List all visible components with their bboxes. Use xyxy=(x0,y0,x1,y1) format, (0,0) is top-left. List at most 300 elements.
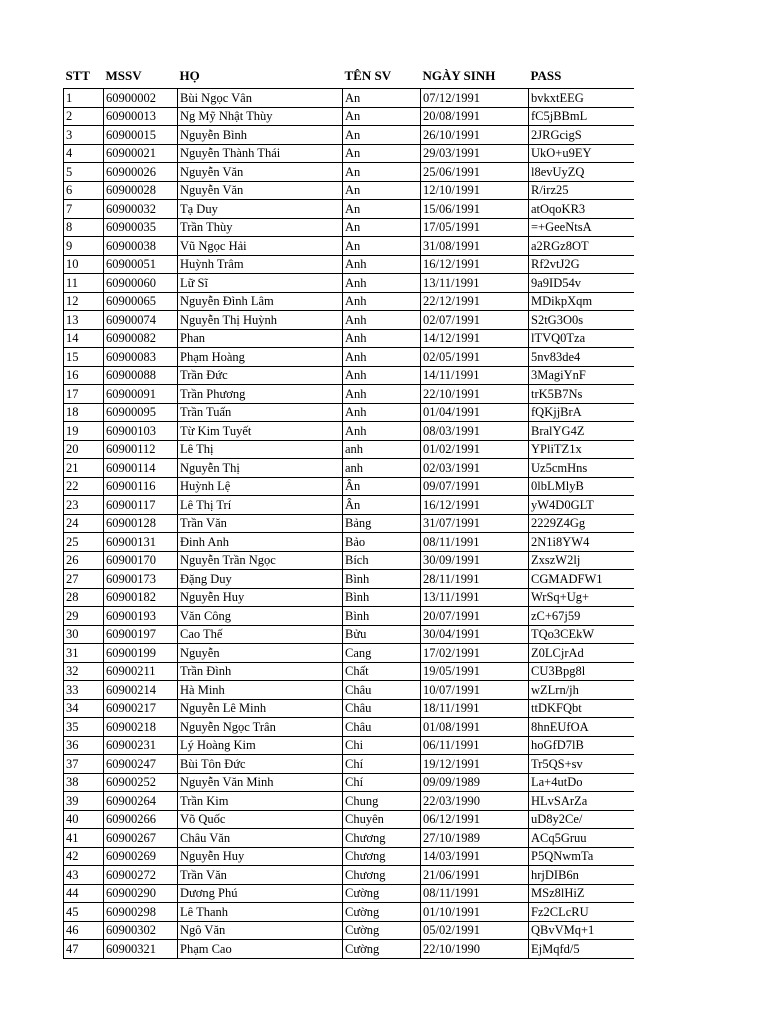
cell-stt: 34 xyxy=(64,699,104,718)
cell-stt: 19 xyxy=(64,422,104,441)
cell-ngay-sinh: 02/03/1991 xyxy=(421,459,529,478)
cell-stt: 27 xyxy=(64,570,104,589)
cell-stt: 37 xyxy=(64,755,104,774)
cell-ho: Huỳnh Lệ xyxy=(178,477,343,496)
cell-pass: zC+67j59 xyxy=(529,607,634,626)
cell-mssv: 60900193 xyxy=(104,607,178,626)
cell-ho: Nguyễn Ngọc Trân xyxy=(178,718,343,737)
cell-ngay-sinh: 30/04/1991 xyxy=(421,625,529,644)
cell-mssv: 60900264 xyxy=(104,792,178,811)
table-row xyxy=(64,403,634,422)
cell-ngay-sinh: 20/07/1991 xyxy=(421,607,529,626)
table-row xyxy=(64,348,634,367)
cell-pass: 5nv83de4 xyxy=(529,348,634,367)
cell-ten-sv: Anh xyxy=(343,292,421,311)
cell-ho: Võ Quốc xyxy=(178,810,343,829)
cell-pass: 2N1i8YW4 xyxy=(529,533,634,552)
cell-mssv: 60900211 xyxy=(104,662,178,681)
cell-ngay-sinh: 02/07/1991 xyxy=(421,311,529,330)
cell-pass: TQo3CEkW xyxy=(529,625,634,644)
table-row xyxy=(64,89,634,108)
cell-stt: 5 xyxy=(64,163,104,182)
cell-mssv: 60900117 xyxy=(104,496,178,515)
cell-stt: 32 xyxy=(64,662,104,681)
header-ngay-sinh: NGÀY SINH xyxy=(422,68,496,83)
table-row xyxy=(64,570,634,589)
cell-ten-sv: Anh xyxy=(343,385,421,404)
table-row xyxy=(64,514,634,533)
cell-stt: 12 xyxy=(64,292,104,311)
cell-pass: HLvSArZa xyxy=(529,792,634,811)
cell-mssv: 60900267 xyxy=(104,829,178,848)
cell-ho: Ng Mỹ Nhật Thùy xyxy=(178,107,343,126)
cell-pass: lTVQ0Tza xyxy=(529,329,634,348)
cell-ho: Nguyễn Văn xyxy=(178,163,343,182)
cell-stt: 13 xyxy=(64,311,104,330)
cell-ten-sv: Cường xyxy=(343,884,421,903)
cell-mssv: 60900038 xyxy=(104,237,178,256)
cell-ho: Lý Hoàng Kim xyxy=(178,736,343,755)
cell-stt: 22 xyxy=(64,477,104,496)
cell-ho: Đặng Duy xyxy=(178,570,343,589)
cell-pass: QBvVMq+1 xyxy=(529,921,634,940)
table-row xyxy=(64,144,634,163)
cell-stt: 14 xyxy=(64,329,104,348)
cell-mssv: 60900051 xyxy=(104,255,178,274)
cell-ngay-sinh: 02/05/1991 xyxy=(421,348,529,367)
cell-mssv: 60900013 xyxy=(104,107,178,126)
cell-mssv: 60900247 xyxy=(104,755,178,774)
cell-mssv: 60900035 xyxy=(104,218,178,237)
cell-ho: Nguyễn Đình Lâm xyxy=(178,292,343,311)
cell-stt: 39 xyxy=(64,792,104,811)
cell-ten-sv: Bình xyxy=(343,607,421,626)
cell-stt: 38 xyxy=(64,773,104,792)
table-row xyxy=(64,866,634,885)
table-row xyxy=(64,755,634,774)
header-mssv: MSSV xyxy=(105,68,142,83)
cell-mssv: 60900197 xyxy=(104,625,178,644)
cell-pass: CU3Bpg8l xyxy=(529,662,634,681)
table-row xyxy=(64,551,634,570)
table-row xyxy=(64,810,634,829)
cell-ngay-sinh: 20/08/1991 xyxy=(421,107,529,126)
cell-ho: Nguyễn Văn Minh xyxy=(178,773,343,792)
cell-pass: 9a9ID54v xyxy=(529,274,634,293)
cell-ten-sv: Châu xyxy=(343,681,421,700)
cell-mssv: 60900116 xyxy=(104,477,178,496)
cell-stt: 46 xyxy=(64,921,104,940)
cell-pass: BralYG4Z xyxy=(529,422,634,441)
table-row xyxy=(64,163,634,182)
cell-mssv: 60900015 xyxy=(104,126,178,145)
cell-stt: 25 xyxy=(64,533,104,552)
cell-ho: Nguyễn Huy xyxy=(178,588,343,607)
cell-ten-sv: Chất xyxy=(343,662,421,681)
cell-ten-sv: Bửu xyxy=(343,625,421,644)
table-row xyxy=(64,607,634,626)
cell-ngay-sinh: 09/09/1989 xyxy=(421,773,529,792)
table-row xyxy=(64,422,634,441)
cell-ten-sv: Bích xyxy=(343,551,421,570)
table-row xyxy=(64,829,634,848)
table-row xyxy=(64,459,634,478)
cell-ho: Trần Phương xyxy=(178,385,343,404)
cell-ten-sv: Chí xyxy=(343,755,421,774)
cell-pass: wZLrn/jh xyxy=(529,681,634,700)
cell-ho: Văn Công xyxy=(178,607,343,626)
cell-ngay-sinh: 08/11/1991 xyxy=(421,884,529,903)
cell-stt: 41 xyxy=(64,829,104,848)
cell-pass: S2tG3O0s xyxy=(529,311,634,330)
cell-mssv: 60900032 xyxy=(104,200,178,219)
table-row xyxy=(64,699,634,718)
cell-ten-sv: Bảng xyxy=(343,514,421,533)
cell-mssv: 60900074 xyxy=(104,311,178,330)
cell-ho: Nguyễn Thị Huỳnh xyxy=(178,311,343,330)
table-row xyxy=(64,181,634,200)
cell-ngay-sinh: 31/07/1991 xyxy=(421,514,529,533)
cell-mssv: 60900082 xyxy=(104,329,178,348)
cell-ten-sv: An xyxy=(343,89,421,108)
cell-stt: 21 xyxy=(64,459,104,478)
cell-ngay-sinh: 07/12/1991 xyxy=(421,89,529,108)
cell-pass: Uz5cmHns xyxy=(529,459,634,478)
cell-ngay-sinh: 22/10/1990 xyxy=(421,940,529,959)
cell-ngay-sinh: 15/06/1991 xyxy=(421,200,529,219)
cell-stt: 33 xyxy=(64,681,104,700)
cell-ho: Nguyễn Huy xyxy=(178,847,343,866)
cell-mssv: 60900321 xyxy=(104,940,178,959)
cell-pass: MDikpXqm xyxy=(529,292,634,311)
cell-mssv: 60900028 xyxy=(104,181,178,200)
cell-mssv: 60900103 xyxy=(104,422,178,441)
cell-pass: hrjDIB6n xyxy=(529,866,634,885)
cell-pass: trK5B7Ns xyxy=(529,385,634,404)
cell-ngay-sinh: 10/07/1991 xyxy=(421,681,529,700)
cell-pass: 3MagiYnF xyxy=(529,366,634,385)
cell-ten-sv: An xyxy=(343,200,421,219)
cell-ngay-sinh: 01/04/1991 xyxy=(421,403,529,422)
header-pass: PASS xyxy=(530,68,562,83)
cell-mssv: 60900112 xyxy=(104,440,178,459)
cell-mssv: 60900170 xyxy=(104,551,178,570)
header-ten-sv: TÊN SV xyxy=(344,68,392,83)
cell-pass: l8evUyZQ xyxy=(529,163,634,182)
table-row xyxy=(64,681,634,700)
cell-mssv: 60900217 xyxy=(104,699,178,718)
cell-stt: 28 xyxy=(64,588,104,607)
cell-mssv: 60900173 xyxy=(104,570,178,589)
cell-ten-sv: Anh xyxy=(343,348,421,367)
cell-ten-sv: Cường xyxy=(343,903,421,922)
cell-ngay-sinh: 05/02/1991 xyxy=(421,921,529,940)
cell-ho: Trần Đình xyxy=(178,662,343,681)
cell-stt: 11 xyxy=(64,274,104,293)
cell-ten-sv: Ân xyxy=(343,496,421,515)
cell-stt: 17 xyxy=(64,385,104,404)
table-row xyxy=(64,385,634,404)
table-row xyxy=(64,292,634,311)
student-table xyxy=(63,64,634,959)
cell-ten-sv: Chương xyxy=(343,847,421,866)
cell-ho: Trần Đức xyxy=(178,366,343,385)
cell-pass: 2JRGcigS xyxy=(529,126,634,145)
table-row xyxy=(64,477,634,496)
table-row xyxy=(64,533,634,552)
cell-ngay-sinh: 22/03/1990 xyxy=(421,792,529,811)
cell-ngay-sinh: 09/07/1991 xyxy=(421,477,529,496)
cell-mssv: 60900231 xyxy=(104,736,178,755)
cell-ho: Nguyễn Bình xyxy=(178,126,343,145)
cell-ngay-sinh: 28/11/1991 xyxy=(421,570,529,589)
cell-ten-sv: Châu xyxy=(343,699,421,718)
cell-ho: Nguyễn Thành Thái xyxy=(178,144,343,163)
cell-ten-sv: anh xyxy=(343,440,421,459)
header-stt: STT xyxy=(65,68,91,83)
cell-ngay-sinh: 14/11/1991 xyxy=(421,366,529,385)
header-ho: HỌ xyxy=(179,68,200,83)
cell-ten-sv: Anh xyxy=(343,311,421,330)
cell-ngay-sinh: 31/08/1991 xyxy=(421,237,529,256)
cell-mssv: 60900290 xyxy=(104,884,178,903)
table-row xyxy=(64,255,634,274)
table-row xyxy=(64,274,634,293)
cell-mssv: 60900114 xyxy=(104,459,178,478)
cell-ho: Nguyễn xyxy=(178,644,343,663)
cell-ngay-sinh: 14/12/1991 xyxy=(421,329,529,348)
cell-ho: Phạm Cao xyxy=(178,940,343,959)
cell-ten-sv: Cường xyxy=(343,940,421,959)
table-row xyxy=(64,107,634,126)
table-row xyxy=(64,903,634,922)
table-row xyxy=(64,366,634,385)
cell-stt: 26 xyxy=(64,551,104,570)
cell-pass: hoGfD7lB xyxy=(529,736,634,755)
cell-ho: Hà Minh xyxy=(178,681,343,700)
cell-ten-sv: An xyxy=(343,126,421,145)
cell-ngay-sinh: 01/08/1991 xyxy=(421,718,529,737)
cell-ho: Châu Văn xyxy=(178,829,343,848)
cell-pass: ACq5Gruu xyxy=(529,829,634,848)
cell-ten-sv: An xyxy=(343,237,421,256)
cell-ngay-sinh: 08/03/1991 xyxy=(421,422,529,441)
cell-ho: Nguyễn Văn xyxy=(178,181,343,200)
cell-pass: uD8y2Ce/ xyxy=(529,810,634,829)
table-row xyxy=(64,773,634,792)
cell-stt: 35 xyxy=(64,718,104,737)
cell-pass: 0lbLMlyB xyxy=(529,477,634,496)
cell-ho: Vũ Ngọc Hải xyxy=(178,237,343,256)
table-row xyxy=(64,218,634,237)
cell-ngay-sinh: 22/12/1991 xyxy=(421,292,529,311)
student-list-sheet xyxy=(63,64,634,959)
cell-ho: Phan xyxy=(178,329,343,348)
cell-mssv: 60900272 xyxy=(104,866,178,885)
table-row xyxy=(64,718,634,737)
cell-ten-sv: Anh xyxy=(343,274,421,293)
cell-ten-sv: An xyxy=(343,107,421,126)
cell-mssv: 60900266 xyxy=(104,810,178,829)
cell-ngay-sinh: 01/02/1991 xyxy=(421,440,529,459)
cell-mssv: 60900095 xyxy=(104,403,178,422)
cell-ten-sv: Bình xyxy=(343,588,421,607)
cell-pass: 8hnEUfOA xyxy=(529,718,634,737)
cell-ngay-sinh: 06/11/1991 xyxy=(421,736,529,755)
cell-stt: 10 xyxy=(64,255,104,274)
cell-pass: bvkxtEEG xyxy=(529,89,634,108)
cell-ten-sv: Chương xyxy=(343,829,421,848)
cell-mssv: 60900214 xyxy=(104,681,178,700)
cell-stt: 43 xyxy=(64,866,104,885)
cell-ngay-sinh: 01/10/1991 xyxy=(421,903,529,922)
cell-mssv: 60900065 xyxy=(104,292,178,311)
table-row xyxy=(64,921,634,940)
table-row xyxy=(64,884,634,903)
cell-pass: Tr5QS+sv xyxy=(529,755,634,774)
cell-ten-sv: Bảo xyxy=(343,533,421,552)
cell-pass: yW4D0GLT xyxy=(529,496,634,515)
cell-stt: 16 xyxy=(64,366,104,385)
cell-mssv: 60900199 xyxy=(104,644,178,663)
cell-ngay-sinh: 13/11/1991 xyxy=(421,274,529,293)
cell-stt: 31 xyxy=(64,644,104,663)
cell-ho: Bùi Ngọc Vân xyxy=(178,89,343,108)
cell-pass: =+GeeNtsA xyxy=(529,218,634,237)
cell-ngay-sinh: 17/05/1991 xyxy=(421,218,529,237)
cell-ten-sv: Châu xyxy=(343,718,421,737)
cell-ho: Dương Phú xyxy=(178,884,343,903)
table-row xyxy=(64,662,634,681)
cell-stt: 40 xyxy=(64,810,104,829)
cell-ho: Trần Thùy xyxy=(178,218,343,237)
cell-ten-sv: An xyxy=(343,163,421,182)
cell-pass: Fz2CLcRU xyxy=(529,903,634,922)
cell-ngay-sinh: 13/11/1991 xyxy=(421,588,529,607)
cell-ten-sv: Chung xyxy=(343,792,421,811)
cell-pass: MSz8lHiZ xyxy=(529,884,634,903)
cell-mssv: 60900088 xyxy=(104,366,178,385)
table-row xyxy=(64,237,634,256)
cell-pass: UkO+u9EY xyxy=(529,144,634,163)
table-row xyxy=(64,200,634,219)
cell-mssv: 60900298 xyxy=(104,903,178,922)
cell-ten-sv: Chương xyxy=(343,866,421,885)
cell-stt: 29 xyxy=(64,607,104,626)
cell-pass: a2RGz8OT xyxy=(529,237,634,256)
cell-pass: ttDKFQbt xyxy=(529,699,634,718)
table-body xyxy=(64,89,634,959)
table-row xyxy=(64,940,634,959)
cell-ngay-sinh: 27/10/1989 xyxy=(421,829,529,848)
cell-stt: 36 xyxy=(64,736,104,755)
cell-stt: 23 xyxy=(64,496,104,515)
cell-ten-sv: Anh xyxy=(343,403,421,422)
table-row xyxy=(64,311,634,330)
cell-stt: 3 xyxy=(64,126,104,145)
cell-mssv: 60900302 xyxy=(104,921,178,940)
cell-ngay-sinh: 22/10/1991 xyxy=(421,385,529,404)
cell-ho: Nguyễn Lê Minh xyxy=(178,699,343,718)
cell-mssv: 60900060 xyxy=(104,274,178,293)
cell-mssv: 60900252 xyxy=(104,773,178,792)
cell-ho: Bùi Tôn Đức xyxy=(178,755,343,774)
cell-ten-sv: Cường xyxy=(343,921,421,940)
cell-stt: 20 xyxy=(64,440,104,459)
cell-ten-sv: Chí xyxy=(343,773,421,792)
cell-ho: Cao Thế xyxy=(178,625,343,644)
cell-stt: 47 xyxy=(64,940,104,959)
table-row xyxy=(64,847,634,866)
cell-ngay-sinh: 19/05/1991 xyxy=(421,662,529,681)
cell-mssv: 60900182 xyxy=(104,588,178,607)
cell-ten-sv: An xyxy=(343,144,421,163)
cell-mssv: 60900269 xyxy=(104,847,178,866)
cell-pass: WrSq+Ug+ xyxy=(529,588,634,607)
cell-stt: 7 xyxy=(64,200,104,219)
cell-pass: EjMqfd/5 xyxy=(529,940,634,959)
cell-mssv: 60900083 xyxy=(104,348,178,367)
cell-ngay-sinh: 25/06/1991 xyxy=(421,163,529,182)
cell-stt: 15 xyxy=(64,348,104,367)
table-row xyxy=(64,644,634,663)
cell-pass: Z0LCjrAd xyxy=(529,644,634,663)
cell-ngay-sinh: 16/12/1991 xyxy=(421,255,529,274)
cell-pass: CGMADFW1 xyxy=(529,570,634,589)
table-row xyxy=(64,496,634,515)
header-row xyxy=(64,64,634,89)
cell-ho: Đinh Anh xyxy=(178,533,343,552)
cell-ho: Trần Văn xyxy=(178,866,343,885)
cell-pass: fQKjjBrA xyxy=(529,403,634,422)
cell-ten-sv: anh xyxy=(343,459,421,478)
table-row xyxy=(64,126,634,145)
table-row xyxy=(64,329,634,348)
cell-ngay-sinh: 29/03/1991 xyxy=(421,144,529,163)
cell-stt: 1 xyxy=(64,89,104,108)
cell-ten-sv: Chuyên xyxy=(343,810,421,829)
cell-ho: Lê Thanh xyxy=(178,903,343,922)
cell-ten-sv: Ân xyxy=(343,477,421,496)
cell-ngay-sinh: 18/11/1991 xyxy=(421,699,529,718)
cell-mssv: 60900091 xyxy=(104,385,178,404)
cell-ho: Huỳnh Trâm xyxy=(178,255,343,274)
cell-ho: Phạm Hoàng xyxy=(178,348,343,367)
table-row xyxy=(64,736,634,755)
cell-ngay-sinh: 08/11/1991 xyxy=(421,533,529,552)
cell-ten-sv: Anh xyxy=(343,422,421,441)
cell-pass: Rf2vtJ2G xyxy=(529,255,634,274)
cell-ho: Lê Thị xyxy=(178,440,343,459)
cell-ho: Trần Kim xyxy=(178,792,343,811)
cell-ngay-sinh: 14/03/1991 xyxy=(421,847,529,866)
cell-ngay-sinh: 30/09/1991 xyxy=(421,551,529,570)
cell-ngay-sinh: 06/12/1991 xyxy=(421,810,529,829)
cell-pass: ZxszW2lj xyxy=(529,551,634,570)
cell-pass: P5QNwmTa xyxy=(529,847,634,866)
cell-stt: 9 xyxy=(64,237,104,256)
cell-ho: Nguyễn Thị xyxy=(178,459,343,478)
cell-ho: Trần Tuấn xyxy=(178,403,343,422)
cell-ho: Trần Văn xyxy=(178,514,343,533)
cell-ten-sv: An xyxy=(343,181,421,200)
cell-stt: 45 xyxy=(64,903,104,922)
cell-ten-sv: An xyxy=(343,218,421,237)
cell-ho: Ngô Văn xyxy=(178,921,343,940)
cell-pass: 2229Z4Gg xyxy=(529,514,634,533)
cell-pass: La+4utDo xyxy=(529,773,634,792)
cell-ten-sv: Anh xyxy=(343,329,421,348)
